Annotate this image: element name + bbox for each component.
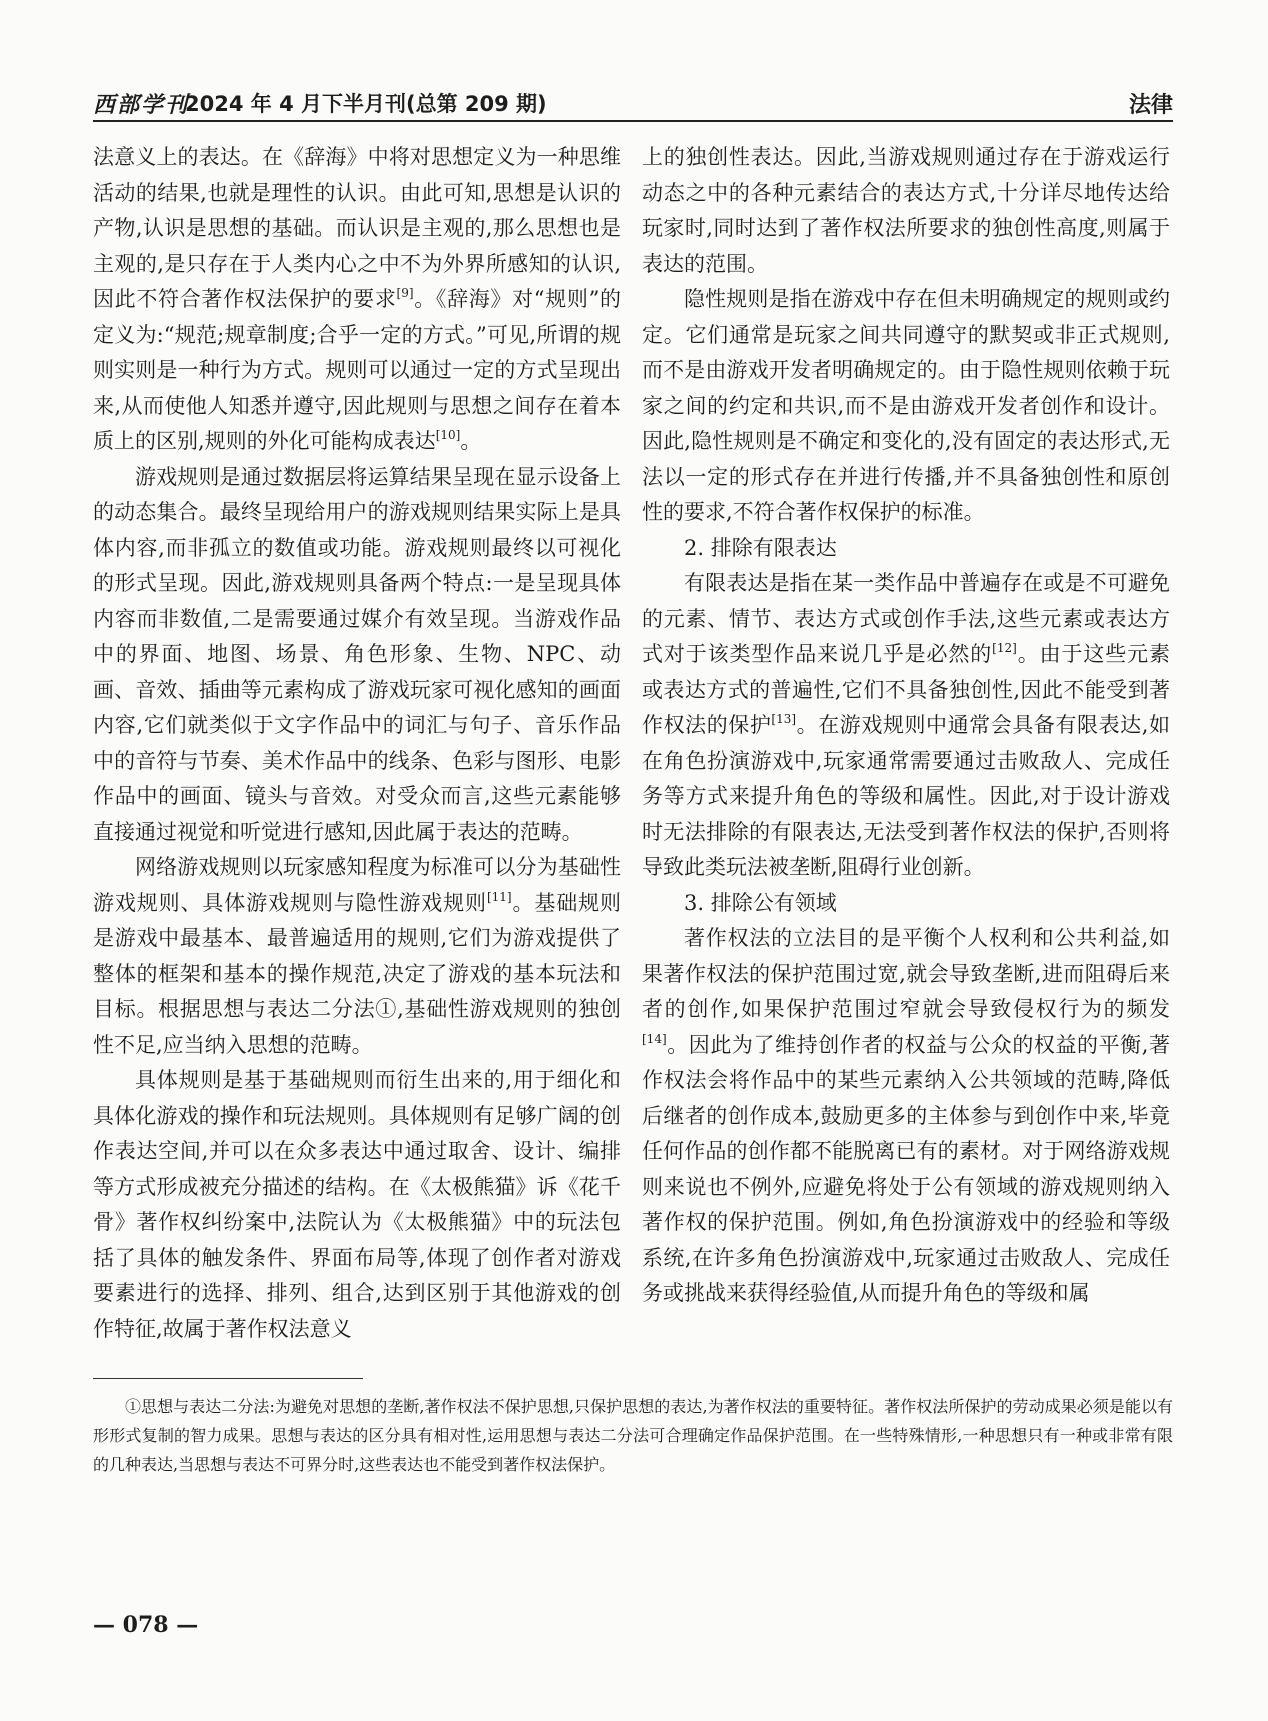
page-header	[93, 82, 1173, 122]
issue-info: 2024 年 4 月下半月刊(总第 209 期)	[185, 92, 547, 116]
paragraph: 网络游戏规则以玩家感知程度为标准可以分为基础性游戏规则、具体游戏规则与隐性游戏规则[11]。基础规则是游戏中最基本、最普遍适用的规则,它们为游戏提供了整体的框架和基本的操作规范,决定了游戏的基本玩法和目标。根据思想与表达二分法①,基础性游戏规则的独创性不足,应当纳入思想的范畴。	[93, 855, 622, 1057]
left-column	[93, 140, 621, 1347]
section-label: 法律	[1128, 93, 1173, 118]
header-rule	[93, 120, 1173, 122]
paragraph: 具体规则是基于基础规则而衍生出来的,用于细化和具体化游戏的操作和玩法规则。具体规则有足够广阔的创作表达空间,并可以在众多表达中通过取舍、设计、编排等方式形成被充分描述的结构。在《太极熊猫》诉《花千骨》著作权纠纷案中,法院认为《太极熊猫》中的玩法包括了具体的触发条件、界面布局等,体现了创作者对游戏要素进行的选择、排列、组合,达到区别于其他游戏的创作特征,故属于著作权法意义	[93, 1068, 621, 1341]
journal-name: 西部学刊	[93, 92, 190, 118]
paragraph: 游戏规则是通过数据层将运算结果呈现在显示设备上的动态集合。最终呈现给用户的游戏规则结果实际上是具体内容,而非孤立的数值或功能。游戏规则最终以可视化的形式呈现。因此,游戏规则具备两个特点:一是呈现具体内容而非数值,二是需要通过媒介有效呈现。当游戏作品中的界面、地图、场景、角色形象、生物、NPC、动画、音效、插曲等元素构成了游戏玩家可视化感知的画面内容,它们就类似于文字作品中的词汇与句子、音乐作品中的音符与节奏、美术作品中的线条、色彩与图形、电影作品中的画面、镜头与音效。对受众而言,这些元素能够直接通过视觉和听觉进行感知,因此属于表达的范畴。	[93, 464, 621, 844]
paragraph: 法意义上的表达。在《辞海》中将对思想定义为一种思维活动的结果,也就是理性的认识。由此可知,思想是认识的产物,认识是思想的基础。而认识是主观的,那么思想也是主观的,是只存在于人类内心之中不为外界所感知的认识,因此不符合著作权法保护的要求[9]。《辞海》对“规则”的定义为:“规范;规章制度;合乎一定的方式。”可见,所谓的规则实则是一种行为方式。规则可以通过一定的方式呈现出来,从而使他人知悉并遵守,因此规则与思想之间存在着本质上的区别,规则的外化可能构成表达[10]。	[93, 145, 621, 453]
subheading: 3. 排除公有领域	[684, 890, 837, 915]
paragraph: 上的独创性表达。因此,当游戏规则通过存在于游戏运行动态之中的各种元素结合的表达方式,十分详尽地传达给玩家时,同时达到了著作权法所要求的独创性高度,则属于表达的范围。	[642, 145, 1170, 276]
paragraph: 有限表达是指在某一类作品中普遍存在或是不可避免的元素、情节、表达方式或创作手法,这些元素或表达方式对于该类型作品来说几乎是必然的[12]。由于这些元素或表达方式的普遍性,它们不具备独创性,因此不能受到著作权法的保护[13]。在游戏规则中通常会具备有限表达,如在角色扮演游戏中,玩家通常需要通过击败敌人、完成任务等方式来提升角色的等级和属性。因此,对于设计游戏时无法排除的有限表达,无法受到著作权法的保护,否则将导致此类玩法被垄断,阻碍行业创新。	[642, 571, 1171, 879]
page-number: — 078 —	[93, 1612, 199, 1638]
footnote: ①思想与表达二分法:为避免对思想的垄断,著作权法不保护思想,只保护思想的表达,为著作权法的重要特征。著作权法所保护的劳动成果必须是能以有形形式复制的智力成果。思想与表达的区分具有相对性,运用思想与表达二分法可合理确定作品保护范围。在一些特殊情形,一种思想只有一种或非常有限的几种表达,当思想与表达不可界分时,这些表达也不能受到著作权法保护。	[93, 1397, 1173, 1474]
paragraph: 隐性规则是指在游戏中存在但未明确规定的规则或约定。它们通常是玩家之间共同遵守的默契或非正式规则,而不是由游戏开发者明确规定的。由于隐性规则依赖于玩家之间的约定和共识,而不是由游戏开发者创作和设计。因此,隐性规则是不确定和变化的,没有固定的表达形式,无法以一定的形式存在并进行传播,并不具备独创性和原创性的要求,不符合著作权保护的标准。	[642, 287, 1170, 524]
footnote-rule	[93, 1378, 363, 1379]
right-column	[642, 140, 1170, 1312]
subheading: 2. 排除有限表达	[684, 535, 837, 560]
paragraph: 著作权法的立法目的是平衡个人权利和公共利益,如果著作权法的保护范围过宽,就会导致垄断,进而阻碍后来者的创作,如果保护范围过窄就会导致侵权行为的频发[14]。因此为了维持创作者的权益与公众的权益的平衡,著作权法会将作品中的某些元素纳入公共领域的范畴,降低后继者的创作成本,鼓励更多的主体参与到创作中来,毕竟任何作品的创作都不能脱离已有的素材。对于网络游戏规则来说也不例外,应避免将处于公有领域的游戏规则纳入著作权的保护范围。例如,角色扮演游戏中的经验和等级系统,在许多角色扮演游戏中,玩家通过击败敌人、完成任务或挑战来获得经验值,从而提升角色的等级和属	[642, 926, 1170, 1305]
